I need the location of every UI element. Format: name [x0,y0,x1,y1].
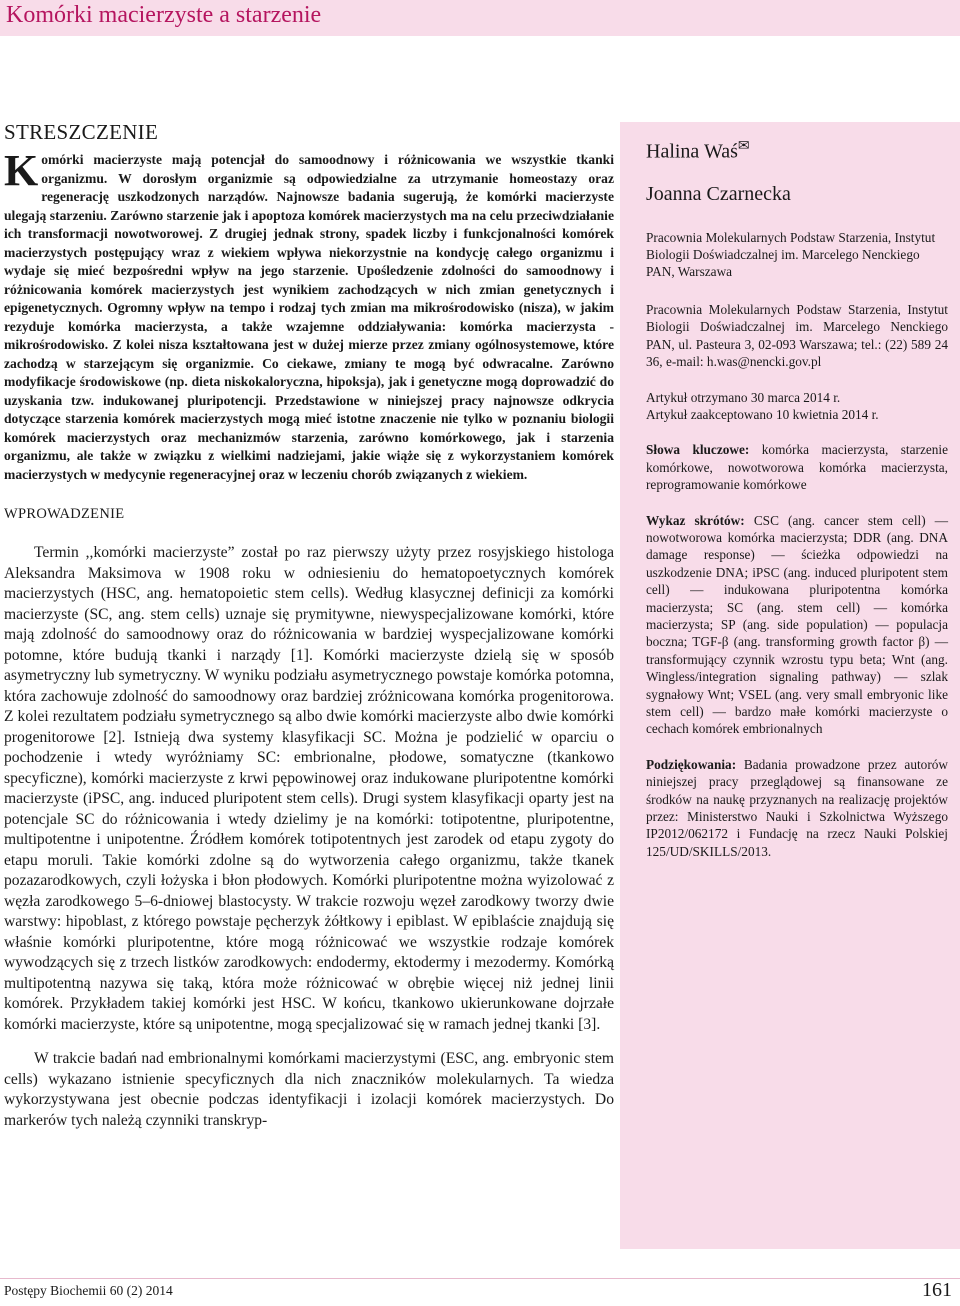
keywords [646,441,948,493]
abbreviations-text: CSC (ang. cancer stem cell) — nowotworowa komórka macierzysta; DDR (ang. DNA damage response) — ścieżka odpowiedzi na uszkodzenie DNA; iPSC (ang. induced pluripotent stem cell) — indukowana pluripotentna komórka macierzysta; SC (ang. stem cell) — komórka macierzysta; SP (ang. side population) — populacja boczna; TGF-β (ang. transforming growth factor β) — transformujący czynnik wzrostu typu beta; Wnt (ang. Wingless/integration signaling pathway) — szlak sygnałowy Wnt; VSEL (ang. very small embryonic like stem cell) — bardzo małe komórki macierzyste o cechach komórek embrionalnych [646,512,949,737]
received-date: Artykuł otrzymano 30 marca 2014 r. [646,389,841,405]
affiliation: Pracownia Molekularnych Podstaw Starzenia, Instytut Biologii Doświadczalnej im. Marcelego Nenckiego PAN, Warszawa [646,229,936,280]
acknowledgements-label: Podziękowania: [646,756,737,772]
intro-paragraph-1: Termin ,,komórki macierzyste” został po raz pierwszy użyty przez rosyjskiego histologa Aleksandra Maksimova w 1908 roku w odniesieniu do hematopoetycznych komórek macierzystych (HSC, ang. hematopoietic stem cells). Według klasycznej definicji za komórki macierzyste (SC, ang. stem cells) uznaje się prymitywne, niewyspecjalizowane komórki, które mają zdolność do samoodnowy oraz do różnicowania w bardziej wyspecjalizowane komórki potomne, które budują tkanki i narządy [1]. Komórki macierzyste dzielą się w sposób asymetryczny lub symetryczny. W wyniku podziału asymetrycznego powstaje komórka potomna, która zachowuje zdolność do samoodnowy oraz bardziej zróżnicowana komórka progenitorowa. Z kolei rezultatem podziału symetrycznego są albo dwie komórki macierzyste albo dwie komórki progenitorowe [2]. Istnieją dwa systemy klasyfikacji SC. Można je podzielić w oparciu o pochodzenie i wtedy wyróżniamy SC: embrionalne, płodowe, somatyczne (tkankowo specyficzne), komórki macierzyste z krwi pępowinowej oraz indukowane pluripotentne komórki macierzyste (iPSC, ang. induced pluripotent stem cells). Drugi system klasyfikacji oparty jest na potencjale SC do różnicowania i wtedy dzielimy je na komórki: totipotentne, pluripotentne, multipotentne i unipotentne. Źródłem komórek totipotentnych jest zarodek od etapu zygoty do etapu moruli. Takie komórki zdolne są do wytworzenia całego organizmu, także tkanek pozazarodkowych, czyli łożyska i błon płodowych. Komórki pluripotentne można wyizolować z węzła zarodkowego 5–6-dniowej blastocysty. W trakcie rozwoju węzeł zarodkowy tworzy dwie warstwy: hipoblast, z którego powstaje pęcherzyk żółtkowy i epiblast. W epiblaście znajdują się właśnie komórki pluripotentne, które mogą różnicować we wszystkie rodzaje komórek wywodzących się z trzech listków zarodkowych: endodermy, ektodermy i mezodermy. Komórką multipotentną nazywa się taką, która może różnicować w obrębie więcej niż jednej linii komórek. Przykładem takiej komórki jest HSC. W końcu, tkankowo ukierunkowane dojrzałe komórki macierzyste, które są unipotentne, mogą specjalizować się w ramach jednej tkanki [3]. [4,544,614,1033]
abbreviations-label: Wykaz skrótów: [646,512,745,528]
keywords-label: Słowa kluczowe: [646,442,750,458]
dropcap: K [4,146,39,195]
sidebar [620,122,960,1249]
footer-divider [0,1278,960,1279]
author-2: Joanna Czarnecka [646,182,791,205]
accepted-date: Artykuł zaakceptowano 10 kwietnia 2014 r. [646,406,879,422]
acknowledgements-text: Badania prowadzone przez autorów niniejszej pracy przeglądowej są finansowane ze środków na naukę przyznanych na realizację projektów przez: Ministerstwo Nauki i Szkolnictwa Wyższego IP2012/062172 i Fundację na rzecz Nauki Polskiej 125/UD/SKILLS/2013. [646,756,948,859]
acknowledgements [646,756,948,860]
author-1 [646,134,948,165]
page-number: 161 [922,1279,952,1301]
mail-icon: ✉ [737,139,750,154]
intro-heading: WPROWADZENIE [4,506,125,522]
author-1-name: Halina Waś [646,140,738,163]
abbreviations [646,512,948,738]
journal-citation: Postępy Biochemii 60 (2) 2014 [4,1283,173,1298]
abstract-text [4,146,614,484]
title-bar [0,0,960,36]
contact-info: Pracownia Molekularnych Podstaw Starzenia, Instytut Biologii Doświadczalnej im. Marcelego Nenckiego PAN, ul. Pasteura 3, 02-093 Warszawa; tel.: (22) 589 24 36, e-mail: h.was@nencki.gov.pl [646,301,948,370]
article-dates [646,389,948,424]
main-column [4,120,614,1131]
keywords-text: komórka macierzysta, starzenie komórkowe, nowotworowa komórka macierzysta, reprogramowanie komórkowe [646,442,948,493]
article-title: Komórki macierzyste a starzenie [6,2,322,28]
intro-paragraph-2: W trakcie badań nad embrionalnymi komórkami macierzystymi (ESC, ang. embryonic stem cells) wykazano istnienie specyficznych dla nich znaczników molekularnych. Ta wiedza wykorzystywana jest obecnie podczas identyfikacji i izolacji komórek macierzystych. Do markerów tych należą czynniki transkryp- [4,1050,614,1129]
abstract-body: omórki macierzyste mają potencjał do samoodnowy i różnicowania we wszystkie tkanki organizmu. W dorosłym organizmie są odpowiedzialne za utrzymanie homeostazy oraz regenerację uszkodzonych narządów. Najnowsze badania sugerują, że komórki macierzyste ulegają starzeniu. Zarówno starzenie jak i apoptoza komórek macierzystych ma na celu przeciwdziałanie ich transformacji nowotworowej. Z drugiej jednak strony, spadek liczby i funkcjonalności komórek macierzystych postępujący wraz z wiekiem wpływa niekorzystnie na kondycję całego organizmu i wydaje się mieć bezpośredni wpływ na jego starzenie. Upośledzenie zdolności do samoodnowy i różnicowania komórek macierzystych jest wynikiem zachodzących w nich zmian genetycznych i epigenetycznych. Ogromny wpływ na tempo i rodzaj tych zmian ma mikrośrodowisko (nisza), w jakim rezyduje komórka macierzysta, a także wzajemne oddziaływania: komórka macierzysta - mikrośrodowisko. Z kolei nisza kształtowana jest w dużej mierze przez zmiany ogólnosystemowe, które zachodzą w starzejącym się organizmie. Co ciekawe, zmiany te mogą być odwracalne. Zarówno modyfikacje środowiskowe (np. dieta niskokaloryczna, hipoksja), jak i genetyczne mogą doprowadzić do uzyskania tzw. indukowanej pluripotencji. Przedstawione w niniejszej pracy najnowsze odkrycia dotyczące starzenia komórek macierzystych mogą mieć istotne znaczenie nie tylko w poznaniu biologii komórek macierzystych oraz mechanizmów starzenia, zarówno komórkowego, jak i starzenia organizmu, ale także w związku z wielkimi nadziejami, jakie wiąże się z wykorzystaniem komórek macierzystych w medycynie regeneracyjnej oraz w leczeniu chorób związanych z wiekiem. [4,152,614,482]
abstract-heading: STRESZCZENIE [4,120,159,144]
